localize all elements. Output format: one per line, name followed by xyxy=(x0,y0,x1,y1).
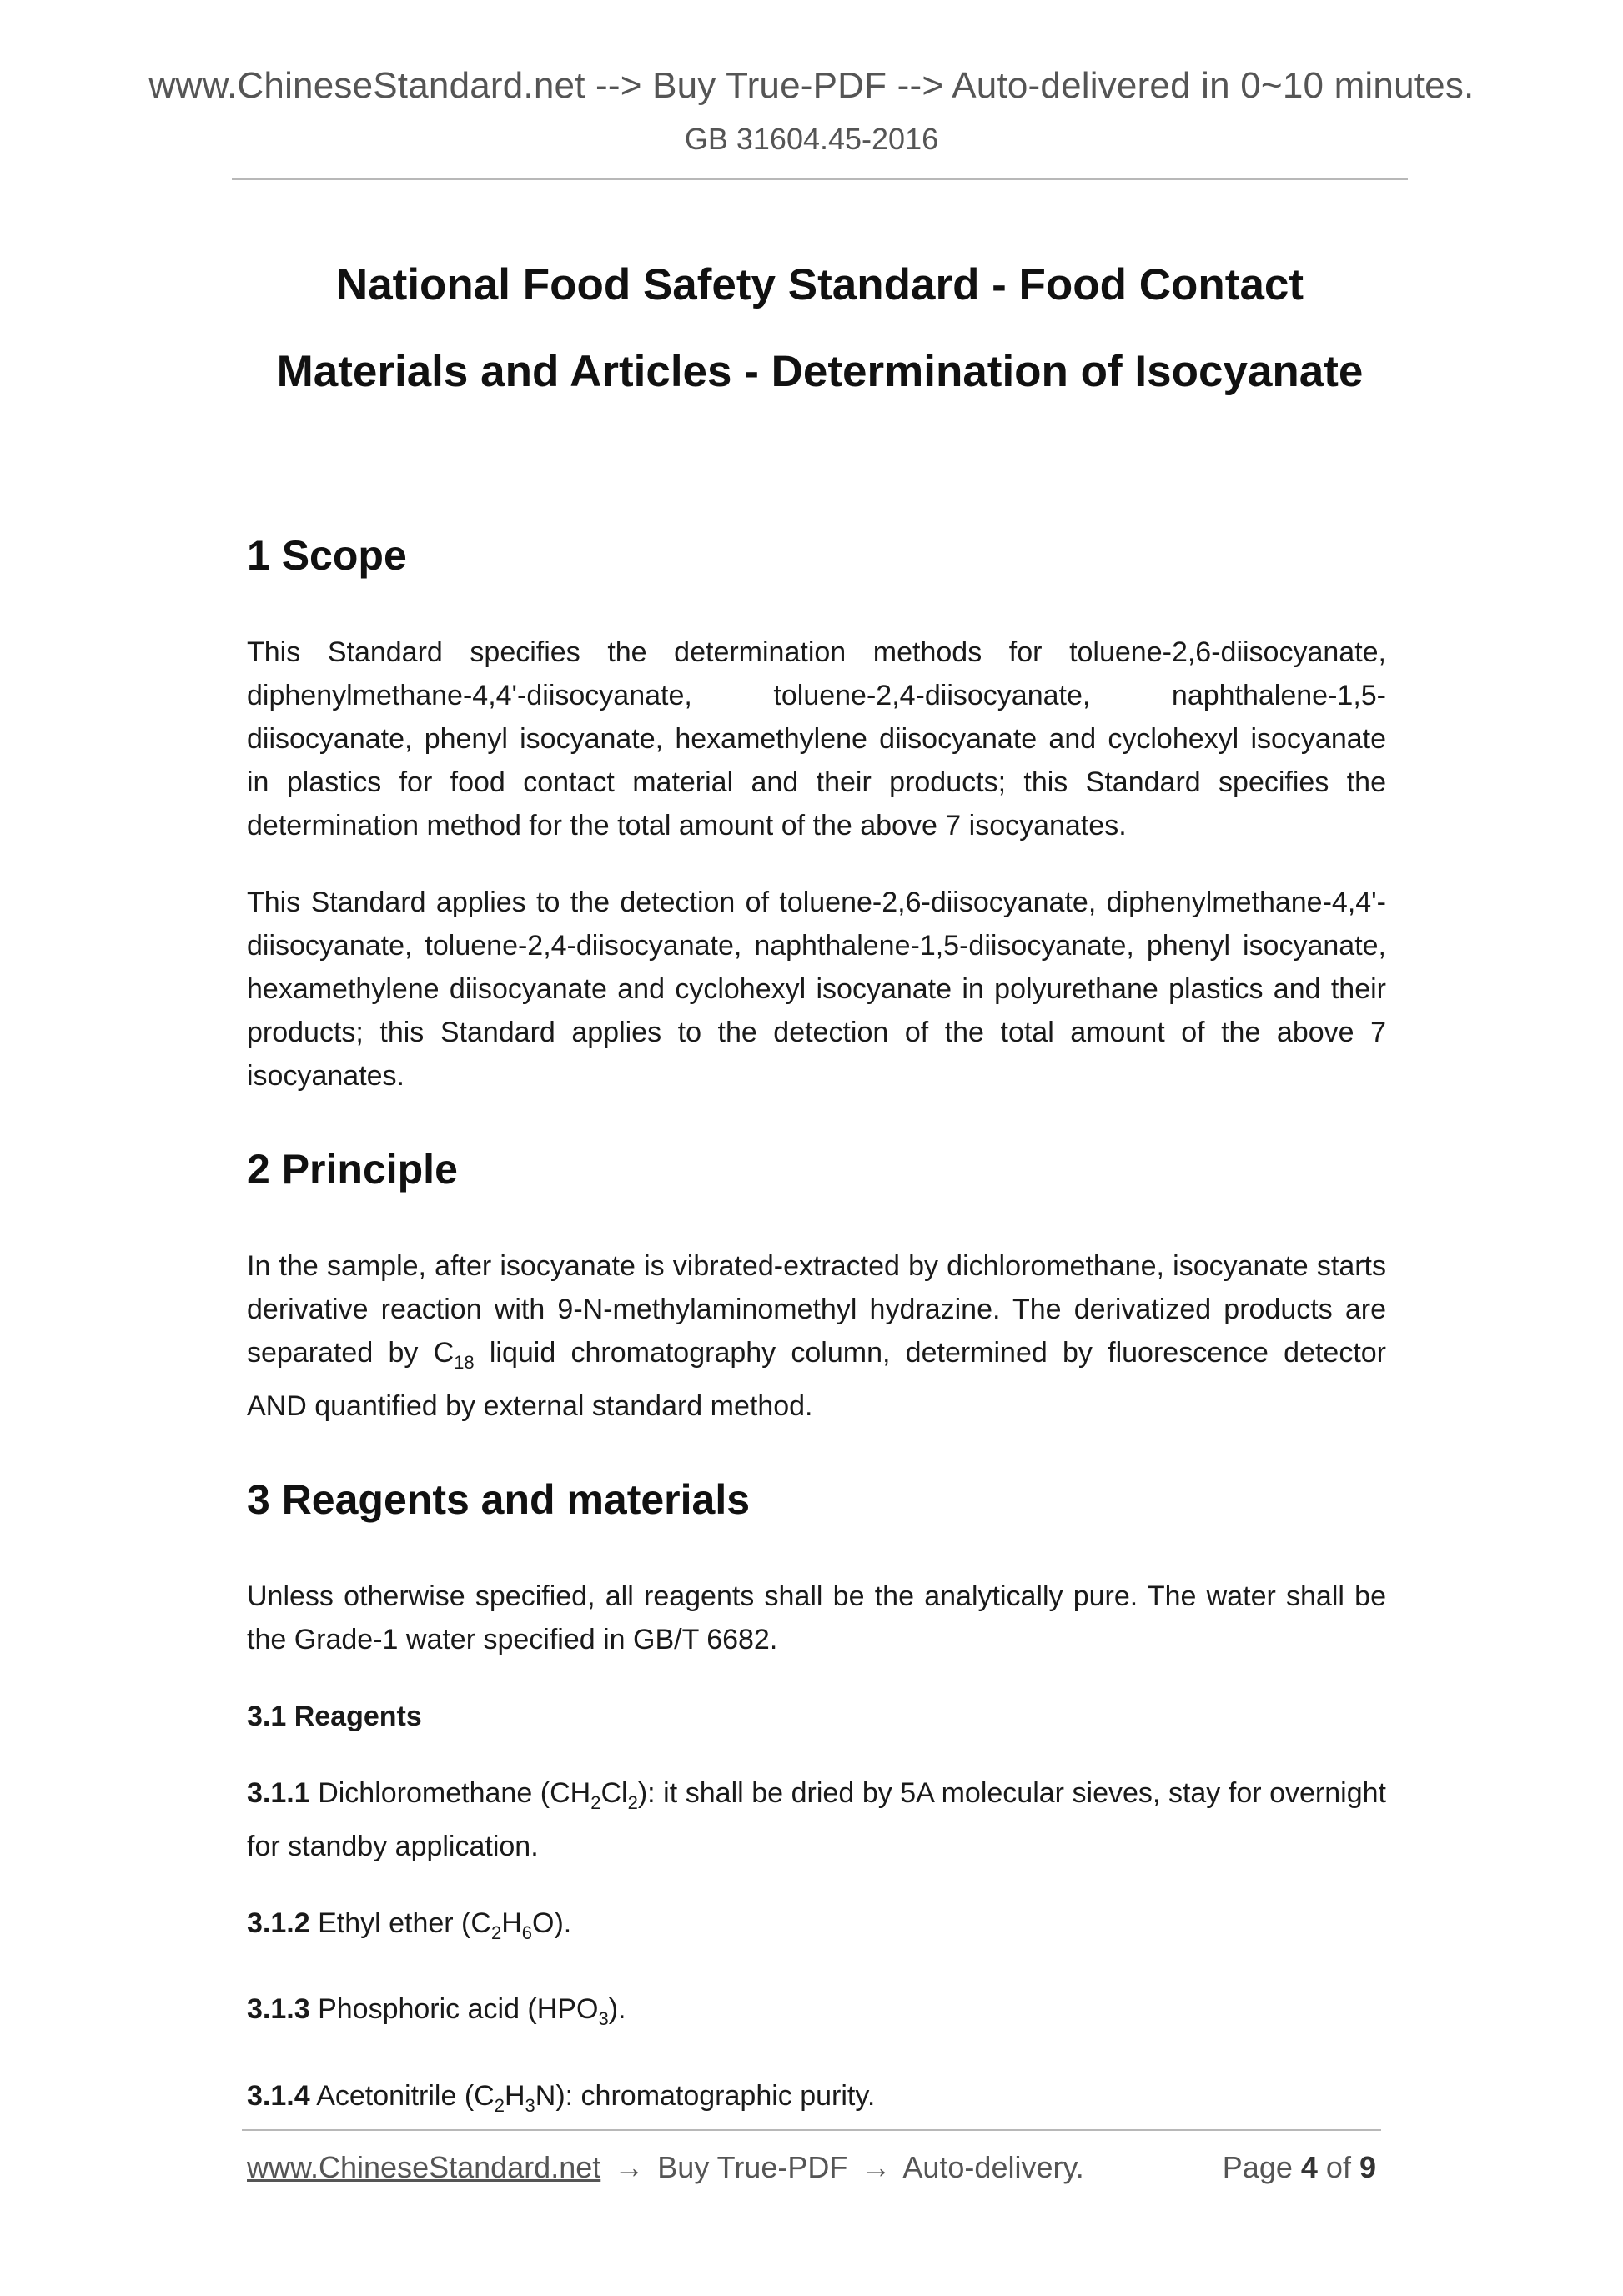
page-footer xyxy=(247,2150,1376,2185)
section-heading-principle: 2 Principle xyxy=(247,1146,458,1193)
reagent-text: Ethyl ether (C xyxy=(309,1907,491,1939)
document-body xyxy=(247,530,1386,2161)
reagent-text: H xyxy=(504,2080,525,2113)
reagent-subscript: 2 xyxy=(627,1791,638,1813)
reagent-subscript: 2 xyxy=(590,1791,601,1813)
section-heading-scope: 1 Scope xyxy=(247,532,407,579)
scope-paragraph-1: This Standard specifies the determination methods for toluene-2,6-diisocyanate, diphenylmethane-4,4'-diisocyanate, toluene-2,4-diisocyanate, naphthalene-1,5-diisocyanate, phenyl isocyanate, hexamethylene diisocyanate and cyclohexyl isocyanate in plastics for food contact material and their products; this Standard specifies the determination method for the total amount of the above 7 isocyanates. xyxy=(247,636,1386,842)
principle-subscript: 18 xyxy=(454,1351,475,1373)
reagent-number: 3.1.1 xyxy=(247,1776,310,1809)
arrow-right-icon: → xyxy=(614,2150,645,2184)
reagent-text: O). xyxy=(532,1907,572,1939)
reagent-text: Phosphoric acid (HPO xyxy=(309,1993,599,2026)
title-line-2: Materials and Articles - Determination of Isocyanate xyxy=(276,347,1364,396)
footer-left xyxy=(247,2150,1084,2185)
reagent-item xyxy=(247,1987,1386,2041)
reagents-intro-paragraph: Unless otherwise specified, all reagents shall be the analytically pure. The water shall be the Grade-1 water specified in GB/T 6682. xyxy=(247,1580,1386,1655)
reagent-number: 3.1.4 xyxy=(247,2080,310,2113)
header-banner: www.ChineseStandard.net --> Buy True-PDF --> Auto-delivered in 0~10 minutes. xyxy=(148,65,1475,106)
page-indicator xyxy=(1223,2150,1376,2185)
reagent-subscript: 2 xyxy=(494,2094,505,2116)
reagent-text: H xyxy=(501,1907,522,1939)
footer-website-link[interactable]: www.ChineseStandard.net xyxy=(247,2150,601,2184)
reagent-subscript: 6 xyxy=(521,1922,532,1943)
reagent-number: 3.1.2 xyxy=(247,1907,310,1939)
subsection-heading-reagents: 3.1 Reagents xyxy=(247,1700,422,1732)
footer-buy-text: Buy True-PDF xyxy=(657,2150,848,2184)
standard-code: GB 31604.45-2016 xyxy=(684,122,939,156)
page-total: 9 xyxy=(1359,2150,1376,2184)
reagent-subscript: 3 xyxy=(525,2094,535,2116)
reagent-text: ): it shall be dried by 5A molecular sieves, stay for overnight for standby application. xyxy=(247,1776,1386,1862)
principle-text-a: In the sample, after isocyanate is vibrated-extracted by dichloromethane, isocyanate starts derivative reaction with 9-N-methylaminomethyl hydrazine. The derivatized products are separated by C xyxy=(247,1250,1386,1369)
principle-text-b: liquid chromatography column, determined by fluorescence detector AND quantified by external standard method. xyxy=(247,1337,1386,1422)
section-heading-reagents: 3 Reagents and materials xyxy=(247,1475,751,1523)
page-number: 4 xyxy=(1300,2150,1318,2184)
arrow-right-icon: → xyxy=(861,2150,892,2184)
section-scope xyxy=(247,530,1386,1098)
reagent-text: Dichloromethane (CH xyxy=(309,1776,591,1809)
reagent-subscript: 3 xyxy=(598,2008,609,2030)
reagent-text: N): chromatographic purity. xyxy=(535,2080,876,2113)
reagent-subscript: 2 xyxy=(490,1922,502,1943)
footer-auto-text: Auto-delivery. xyxy=(902,2150,1084,2184)
reagent-number: 3.1.3 xyxy=(247,1993,310,2026)
principle-paragraph xyxy=(247,1244,1386,1428)
reagent-item xyxy=(247,1902,1386,1955)
reagent-text: ). xyxy=(608,1993,626,2026)
section-reagents xyxy=(247,1475,1386,2128)
title-line-1: National Food Safety Standard - Food Contact xyxy=(335,260,1304,309)
header-divider xyxy=(232,178,1408,180)
of-label: of xyxy=(1325,2150,1351,2184)
scope-paragraph-2: This Standard applies to the detection of toluene-2,6-diisocyanate, diphenylmethane-4,4'-diisocyanate, toluene-2,4-diisocyanate, naphthalene-1,5-diisocyanate, phenyl isocyanate, hexamethylene diisocyanate and cyclohexyl isocyanate in polyurethane plastics and their products; this Standard applies to the detection of the total amount of the above 7 isocyanates. xyxy=(247,887,1386,1092)
page-label: Page xyxy=(1222,2150,1293,2184)
reagent-item xyxy=(247,1771,1386,1868)
reagent-text: Cl xyxy=(600,1776,628,1809)
document-title xyxy=(232,242,1408,415)
footer-divider xyxy=(242,2129,1381,2131)
reagent-item xyxy=(247,2074,1386,2128)
reagent-text: Acetonitrile (C xyxy=(309,2080,495,2113)
section-principle xyxy=(247,1144,1386,1428)
